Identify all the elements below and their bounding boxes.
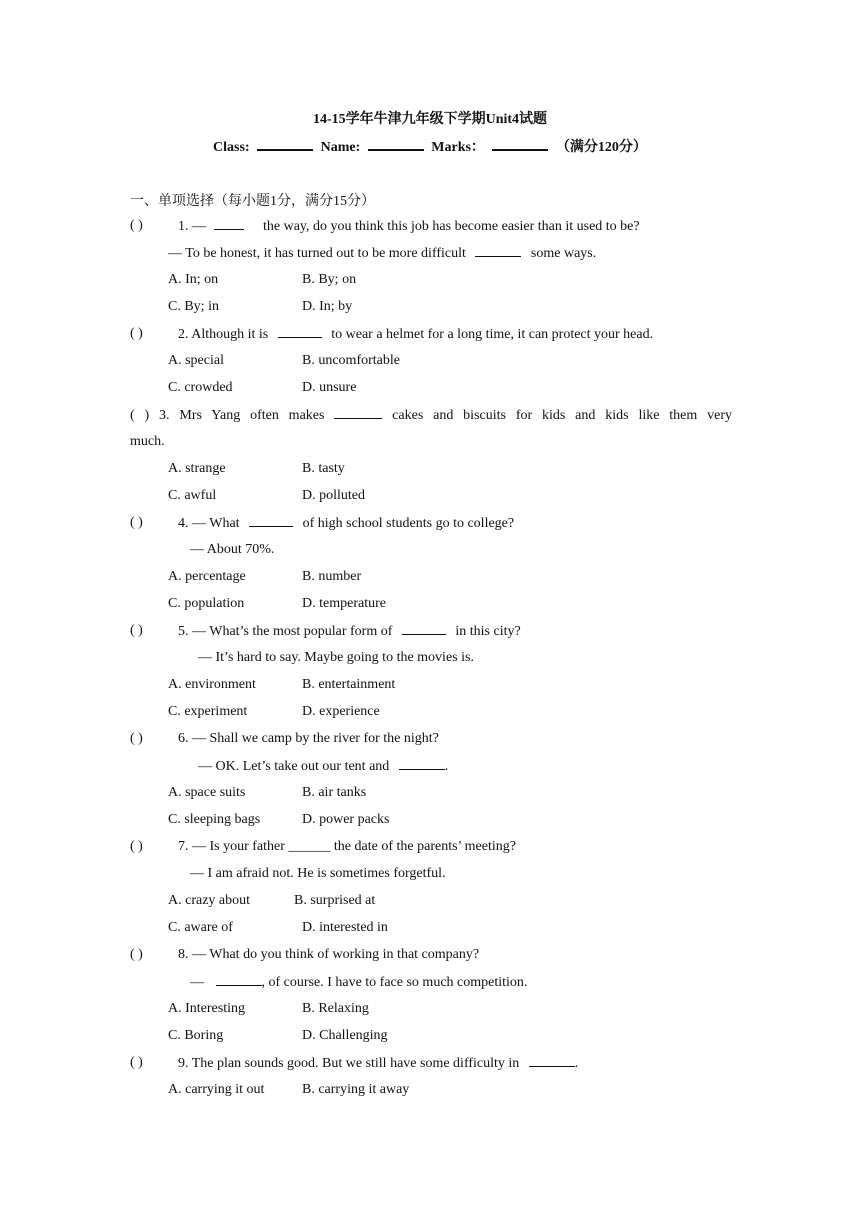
marks-blank[interactable]: [492, 137, 548, 151]
name-label: Name:: [320, 140, 361, 155]
option[interactable]: D. In; by: [302, 299, 353, 314]
class-label: Class:: [213, 140, 250, 155]
question-1: 1. — the way, do you think this job has become easier than it used to be?: [178, 219, 640, 234]
answer-blank[interactable]: [278, 326, 322, 338]
answer-paren[interactable]: ( ): [130, 408, 150, 423]
answer-blank[interactable]: [334, 407, 382, 419]
option[interactable]: D. interested in: [302, 920, 388, 935]
full-score: （满分120分）: [555, 140, 647, 155]
option[interactable]: C. experiment: [168, 704, 248, 719]
option[interactable]: A. Interesting: [168, 1001, 245, 1016]
question-8-reply: — , of course. I have to face so much competition.: [190, 975, 528, 990]
option[interactable]: A. strange: [168, 461, 226, 476]
question-3-cont: much.: [130, 434, 165, 449]
question-7-reply: — I am afraid not. He is sometimes forgetful.: [190, 866, 446, 881]
option[interactable]: D. temperature: [302, 596, 386, 611]
option[interactable]: B. surprised at: [294, 893, 376, 908]
question-3: ( ) 3. Mrs Yang often makes cakes and biscuits for kids and kids like them very: [130, 408, 733, 423]
answer-paren[interactable]: ( ): [130, 515, 143, 530]
question-4: 4. — What of high school students go to college?: [178, 516, 515, 531]
answer-paren[interactable]: ( ): [130, 326, 143, 341]
option[interactable]: B. number: [302, 569, 362, 584]
answer-paren[interactable]: ( ): [130, 1055, 143, 1070]
option[interactable]: A. environment: [168, 677, 256, 692]
question-1-reply: — To be honest, it has turned out to be more difficult some ways.: [168, 246, 597, 261]
option[interactable]: D. unsure: [302, 380, 357, 395]
question-4-reply: — About 70%.: [190, 542, 275, 557]
question-2: 2. Although it is to wear a helmet for a long time, it can protect your head.: [178, 327, 654, 342]
answer-paren[interactable]: ( ): [130, 623, 143, 638]
option[interactable]: C. population: [168, 596, 245, 611]
option[interactable]: A. percentage: [168, 569, 246, 584]
question-5-reply: — It’s hard to say. Maybe going to the movies is.: [198, 650, 474, 665]
option[interactable]: C. By; in: [168, 299, 219, 314]
option[interactable]: A. carrying it out: [168, 1082, 265, 1097]
option[interactable]: C. aware of: [168, 920, 233, 935]
option[interactable]: C. Boring: [168, 1028, 224, 1043]
class-blank[interactable]: [257, 137, 313, 151]
question-9: 9. The plan sounds good. But we still have some difficulty in .: [178, 1056, 579, 1071]
question-6-reply: — OK. Let’s take out our tent and .: [198, 759, 449, 774]
answer-paren[interactable]: ( ): [130, 947, 143, 962]
section-title: 一、单项选择（每小题1分，满分15分）: [130, 194, 375, 209]
answer-blank[interactable]: [399, 758, 445, 770]
option[interactable]: D. Challenging: [302, 1028, 388, 1043]
option[interactable]: A. space suits: [168, 785, 246, 800]
option[interactable]: A. crazy about: [168, 893, 251, 908]
answer-blank[interactable]: [475, 245, 521, 257]
question-8: 8. — What do you think of working in that company?: [178, 947, 480, 962]
option[interactable]: B. By; on: [302, 272, 357, 287]
question-5: 5. — What’s the most popular form of in this city?: [178, 624, 521, 639]
answer-blank[interactable]: [214, 218, 244, 230]
option[interactable]: C. awful: [168, 488, 217, 503]
option[interactable]: B. tasty: [302, 461, 345, 476]
question-6: 6. — Shall we camp by the river for the night?: [178, 731, 439, 746]
answer-blank[interactable]: [249, 515, 293, 527]
option[interactable]: B. carrying it away: [302, 1082, 410, 1097]
student-info-line: [0, 136, 860, 156]
answer-blank[interactable]: [216, 974, 262, 986]
name-blank[interactable]: [368, 137, 424, 151]
answer-paren[interactable]: ( ): [130, 731, 143, 746]
option[interactable]: B. uncomfortable: [302, 353, 400, 368]
option[interactable]: A. special: [168, 353, 224, 368]
option[interactable]: C. crowded: [168, 380, 233, 395]
option[interactable]: D. polluted: [302, 488, 365, 503]
question-7: 7. — Is your father ______ the date of the parents’ meeting?: [178, 839, 516, 854]
marks-label: Marks：: [431, 140, 485, 155]
option[interactable]: C. sleeping bags: [168, 812, 261, 827]
option[interactable]: D. power packs: [302, 812, 390, 827]
option[interactable]: D. experience: [302, 704, 380, 719]
answer-paren[interactable]: ( ): [130, 218, 143, 233]
answer-blank[interactable]: [402, 623, 446, 635]
option[interactable]: B. entertainment: [302, 677, 396, 692]
option[interactable]: A. In; on: [168, 272, 219, 287]
option[interactable]: B. air tanks: [302, 785, 367, 800]
exam-title: 14-15学年牛津九年级下学期Unit4试题: [312, 112, 548, 127]
answer-blank[interactable]: [529, 1055, 575, 1067]
answer-paren[interactable]: ( ): [130, 839, 143, 854]
option[interactable]: B. Relaxing: [302, 1001, 369, 1016]
